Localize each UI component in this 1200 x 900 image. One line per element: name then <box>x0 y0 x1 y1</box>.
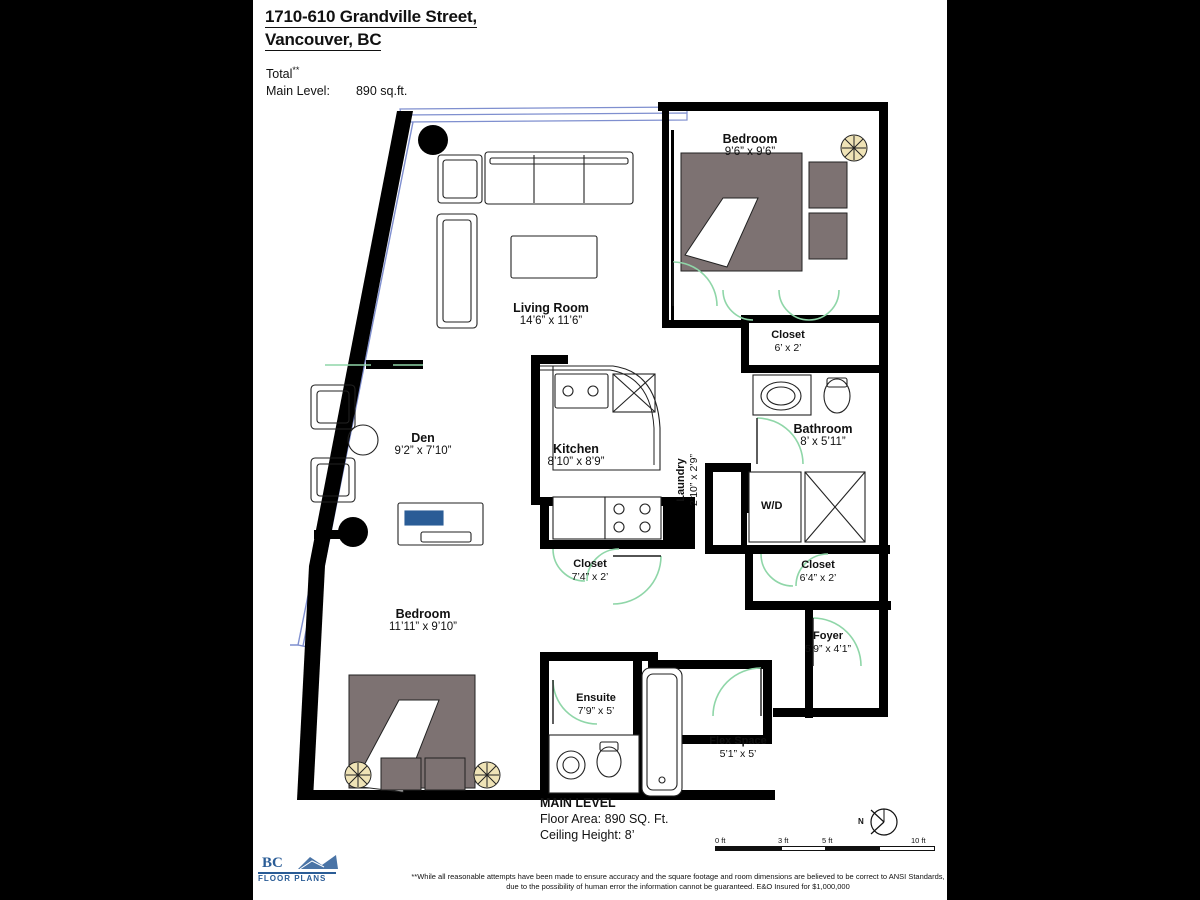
room-label-laundry <box>675 435 701 525</box>
room-name: Den <box>411 431 435 445</box>
room-dims: 7’9” x 5’ <box>577 705 615 717</box>
room-name: Kitchen <box>553 442 599 456</box>
room-dims: 9’6” x 9’6” <box>724 146 776 158</box>
scale-tick-0: 0 ft <box>715 836 726 845</box>
ensuite-fixtures <box>549 668 682 796</box>
house-icon <box>296 853 340 873</box>
room-dims: 5’9” x 4’1” <box>804 643 852 655</box>
title-line-2: Vancouver, BC <box>265 30 382 49</box>
room-label-closet-bedroom1 <box>723 329 853 355</box>
room-label-bathroom <box>743 423 903 449</box>
logo-name: BC <box>262 855 283 871</box>
room-label-closet-bedroom2 <box>525 558 655 584</box>
room-dims: 7’4” x 2’ <box>571 571 609 583</box>
logo-subtitle: FLOOR PLANS <box>258 874 327 883</box>
compass-north-label: N <box>858 817 864 826</box>
scale-seg-2 <box>825 846 880 851</box>
room-name: Closet <box>801 559 835 571</box>
room-label-kitchen <box>501 443 651 469</box>
main-level-value: 890 sq.ft. <box>355 84 408 99</box>
bathroom-fixtures <box>753 375 850 415</box>
room-label-ensuite <box>531 692 661 718</box>
room-name: Foyer <box>813 630 843 642</box>
compass-icon <box>858 805 902 839</box>
room-dims: 6’ x 2’ <box>774 342 802 354</box>
bedroom-2-furniture <box>345 675 500 792</box>
total-label-asterisks: ** <box>292 65 300 75</box>
room-name: Bedroom <box>395 607 451 621</box>
summary-heading: MAIN LEVEL <box>540 796 616 810</box>
column-circle-top <box>418 125 448 155</box>
room-label-closet-foyer <box>753 559 883 585</box>
scale-tick-5: 5 ft <box>822 836 833 845</box>
summary-ceiling-height: Ceiling Height: 8’ <box>540 828 635 842</box>
room-name: Closet <box>573 558 607 570</box>
total-label: Total <box>266 67 293 82</box>
room-dims: 6’4” x 2’ <box>799 572 837 584</box>
main-level-label: Main Level: <box>266 84 330 99</box>
room-name: Laundry <box>675 458 687 502</box>
disclaimer-text: **While all reasonable attempts have been made to ensure accuracy and the square footage and room dimensions are believed to be correct to ANSI Standards, due to the possibility of human error the information cannot be guaranteed. E&O Insured for $1,000,000 <box>411 872 945 891</box>
washer-dryer-label: W/D <box>761 500 783 512</box>
room-name: Bedroom <box>722 132 778 146</box>
main-level-summary <box>540 795 669 843</box>
summary-floor-area: Floor Area: 890 SQ. Ft. <box>540 812 669 826</box>
room-dims: 11’11” x 9’10” <box>389 621 457 633</box>
room-name: Flex Space <box>709 735 767 747</box>
column-circle-bottom <box>338 517 368 547</box>
room-label-flex-space <box>673 735 803 761</box>
room-dims: 2’10” x 2’9” <box>688 454 700 506</box>
room-label-bedroom-1 <box>670 133 830 159</box>
bc-floor-plans-logo <box>258 855 368 891</box>
scale-bar <box>715 838 935 858</box>
room-label-bedroom-2 <box>338 608 508 634</box>
scale-tick-10: 10 ft <box>911 836 926 845</box>
scale-tick-3: 3 ft <box>778 836 789 845</box>
room-label-living-room <box>466 302 636 328</box>
scale-seg-1 <box>716 846 782 851</box>
compass-rose <box>858 805 902 839</box>
room-dims: 8’10” x 8’9” <box>547 456 605 468</box>
room-name: Bathroom <box>793 422 853 436</box>
room-label-foyer <box>763 630 893 656</box>
room-dims: 14’6” x 11’6” <box>519 315 583 327</box>
floor-plan-sheet <box>253 0 947 900</box>
room-name: Closet <box>771 329 805 341</box>
room-dims: 9’2” x 7’10” <box>394 445 452 457</box>
room-name: Living Room <box>513 301 589 315</box>
room-dims: 8’ x 5’11” <box>800 436 846 448</box>
room-label-den <box>353 432 493 458</box>
room-dims: 5’1” x 5’ <box>719 748 757 760</box>
title-line-1: 1710-610 Grandville Street, <box>265 7 477 26</box>
room-name: Ensuite <box>576 692 616 704</box>
